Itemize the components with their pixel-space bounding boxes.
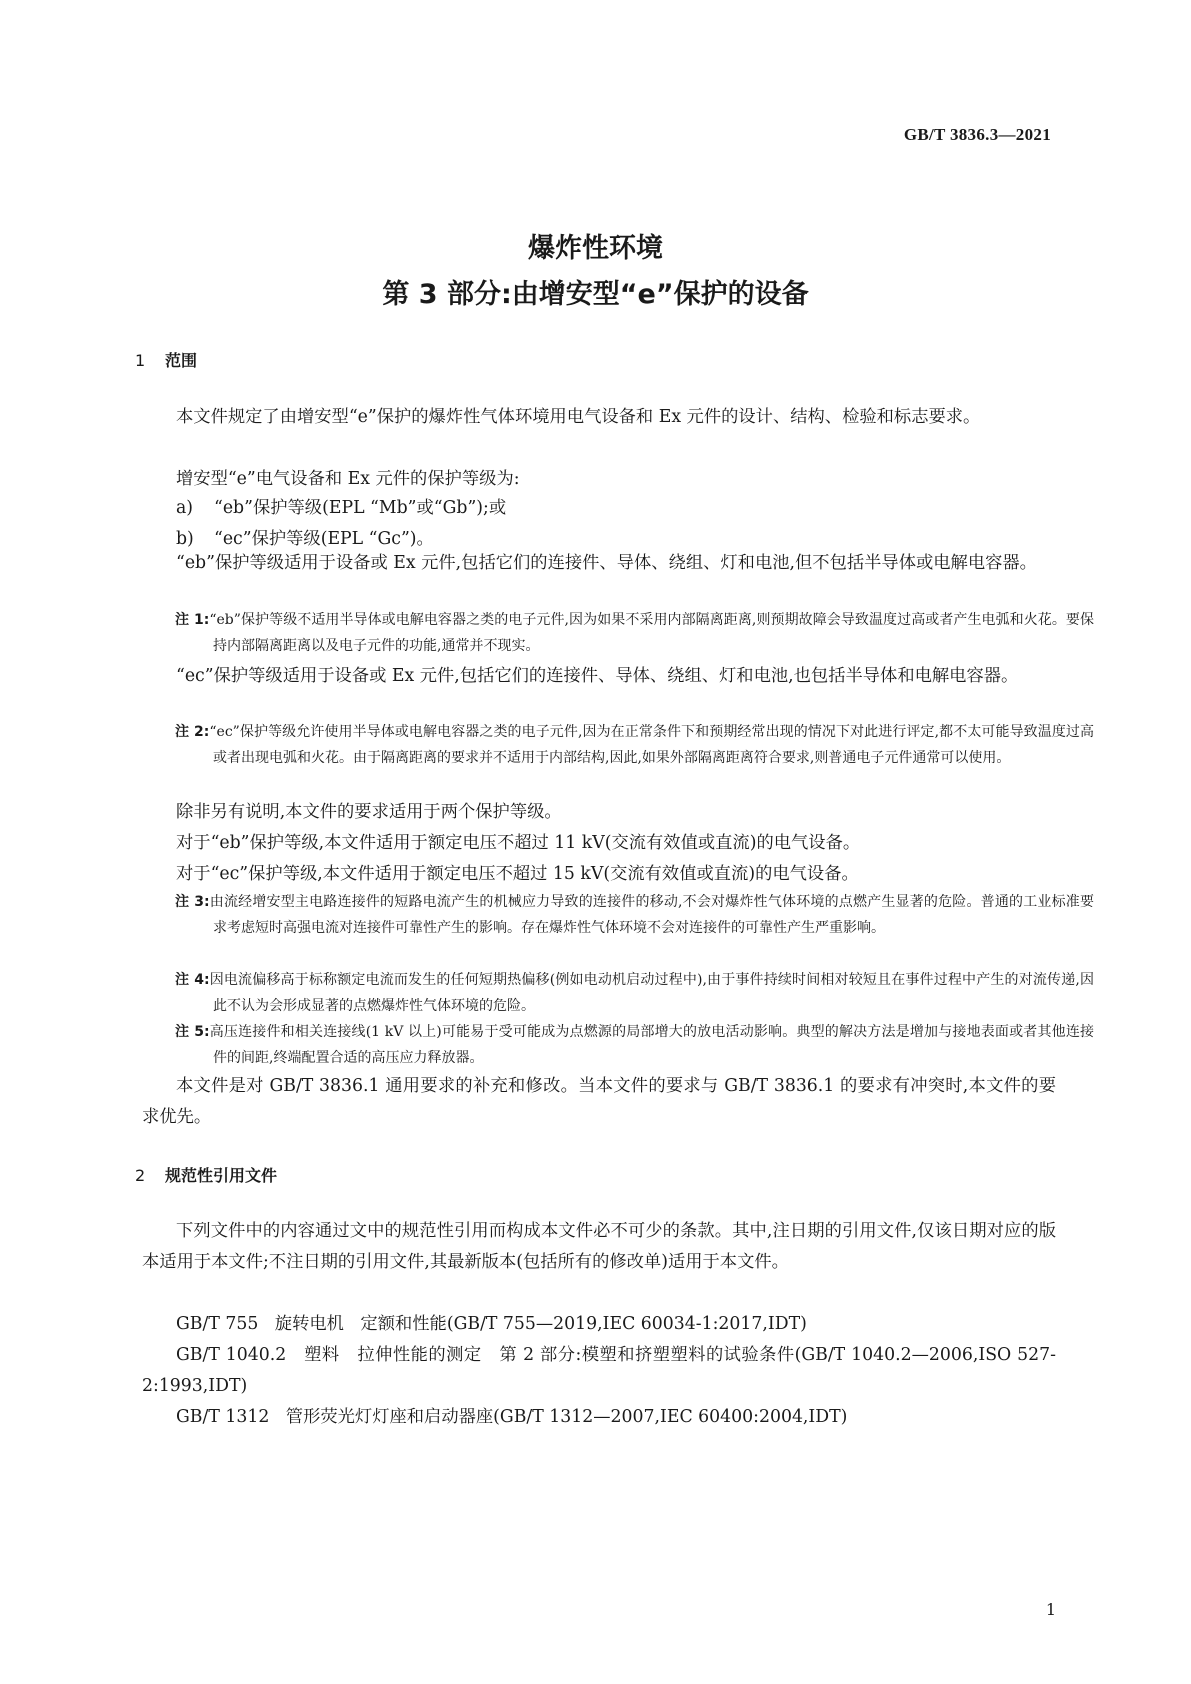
note-4 (175, 967, 1094, 1019)
note-5 (175, 1019, 1094, 1071)
section-1-title: 范围 (165, 351, 198, 370)
reference-item-1: GB/T 755 旋转电机 定额和性能(GB/T 755—2019,IEC 60034-1:2017,IDT) (176, 1314, 807, 1334)
list-item-a-text: “eb”保护等级(EPL “Mb”或“Gb”);或 (214, 498, 507, 518)
note-4-text: 因电流偏移高于标称额定电流而发生的任何短期热偏移(例如电动机启动过程中),由于事件持续时间相对较短且在事件过程中产生的对流传递,因此不认为会形成显著的点燃爆炸性气体环境的危险。 (209, 972, 1094, 1014)
section-1-para-4: “ec”保护等级适用于设备或 Ex 元件,包括它们的连接件、导体、绕组、灯和电池,也包括半导体和电解电容器。 (176, 666, 1019, 686)
section-1-para-1: 本文件规定了由增安型“e”保护的爆炸性气体环境用电气设备和 Ex 元件的设计、结构、检验和标志要求。 (176, 407, 981, 427)
list-item-a (176, 493, 506, 518)
note-2-text: “ec”保护等级允许使用半导体或电解电容器之类的电子元件,因为在正常条件下和预期经常出现的情况下对此进行评定,都不太可能导致温度过高或者出现电弧和火花。由于隔离距离的要求并不适用于内部结构,因此,如果外部隔离距离符合要求,则普通电子元件通常可以使用。 (209, 724, 1094, 766)
note-2-label: 注 2: (175, 724, 210, 740)
note-3-label: 注 3: (175, 894, 210, 910)
section-2-number: 2 (135, 1166, 146, 1185)
section-2-title: 规范性引用文件 (165, 1166, 278, 1185)
standard-number: GB/T 3836.3—2021 (903, 125, 1051, 144)
section-1-para-5: 除非另有说明,本文件的要求适用于两个保护等级。 (176, 802, 562, 822)
section-1-number: 1 (135, 351, 146, 370)
section-1-para-3: “eb”保护等级适用于设备或 Ex 元件,包括它们的连接件、导体、绕组、灯和电池,但不包括半导体或电解电容器。 (176, 553, 1037, 573)
section-2-para-1: 下列文件中的内容通过文中的规范性引用而构成本文件必不可少的条款。其中,注日期的引用文件,仅该日期对应的版本适用于本文件;不注日期的引用文件,其最新版本(包括所有的修改单)适用于本文件。 (142, 1221, 1056, 1272)
list-item-a-marker: a) (176, 498, 194, 518)
section-1-para-7: 对于“ec”保护等级,本文件适用于额定电压不超过 15 kV(交流有效值或直流)的电气设备。 (176, 864, 859, 884)
document-title-line2: 第 3 部分:由增安型“e”保护的设备 (382, 279, 809, 310)
note-4-label: 注 4: (175, 972, 210, 988)
section-1-para-8: 本文件是对 GB/T 3836.1 通用要求的补充和修改。当本文件的要求与 GB/T 3836.1 的要求有冲突时,本文件的要求优先。 (142, 1076, 1056, 1127)
document-title-line1: 爆炸性环境 (528, 233, 663, 264)
note-5-label: 注 5: (175, 1024, 210, 1040)
list-item-b-marker: b) (176, 529, 194, 549)
note-1-label: 注 1: (175, 612, 210, 628)
reference-item-3: GB/T 1312 管形荧光灯灯座和启动器座(GB/T 1312—2007,IEC 60400:2004,IDT) (176, 1407, 848, 1427)
reference-item-2: GB/T 1040.2 塑料 拉伸性能的测定 第 2 部分:模塑和挤塑塑料的试验条件(GB/T 1040.2—2006,ISO 527-2:1993,IDT) (142, 1345, 1056, 1396)
note-1-text: “eb”保护等级不适用半导体或电解电容器之类的电子元件,因为如果不采用内部隔离距离,则预期故障会导致温度过高或者产生电弧和火花。要保持内部隔离距离以及电子元件的功能,通常并不现实。 (209, 612, 1094, 654)
note-5-text: 高压连接件和相关连接线(1 kV 以上)可能易于受可能成为点燃源的局部增大的放电活动影响。典型的解决方法是增加与接地表面或者其他连接件的间距,终端配置合适的高压应力释放器。 (209, 1024, 1094, 1066)
note-1 (175, 607, 1094, 659)
section-1-para-2: 增安型“e”电气设备和 Ex 元件的保护等级为: (176, 469, 520, 489)
section-1-heading (135, 348, 197, 371)
section-1-para-6: 对于“eb”保护等级,本文件适用于额定电压不超过 11 kV(交流有效值或直流)的电气设备。 (176, 833, 861, 853)
page-number: 1 (1045, 1600, 1056, 1619)
list-item-b-text: “ec”保护等级(EPL “Gc”)。 (214, 529, 434, 549)
section-2-heading (135, 1163, 277, 1186)
note-3 (175, 889, 1094, 941)
list-item-b (176, 524, 434, 549)
note-2 (175, 719, 1094, 771)
note-3-text: 由流经增安型主电路连接件的短路电流产生的机械应力导致的连接件的移动,不会对爆炸性气体环境的点燃产生显著的危险。普通的工业标准要求考虑短时高强电流对连接件可靠性产生的影响。存在爆炸性气体环境不会对连接件的可靠性产生严重影响。 (209, 894, 1094, 936)
